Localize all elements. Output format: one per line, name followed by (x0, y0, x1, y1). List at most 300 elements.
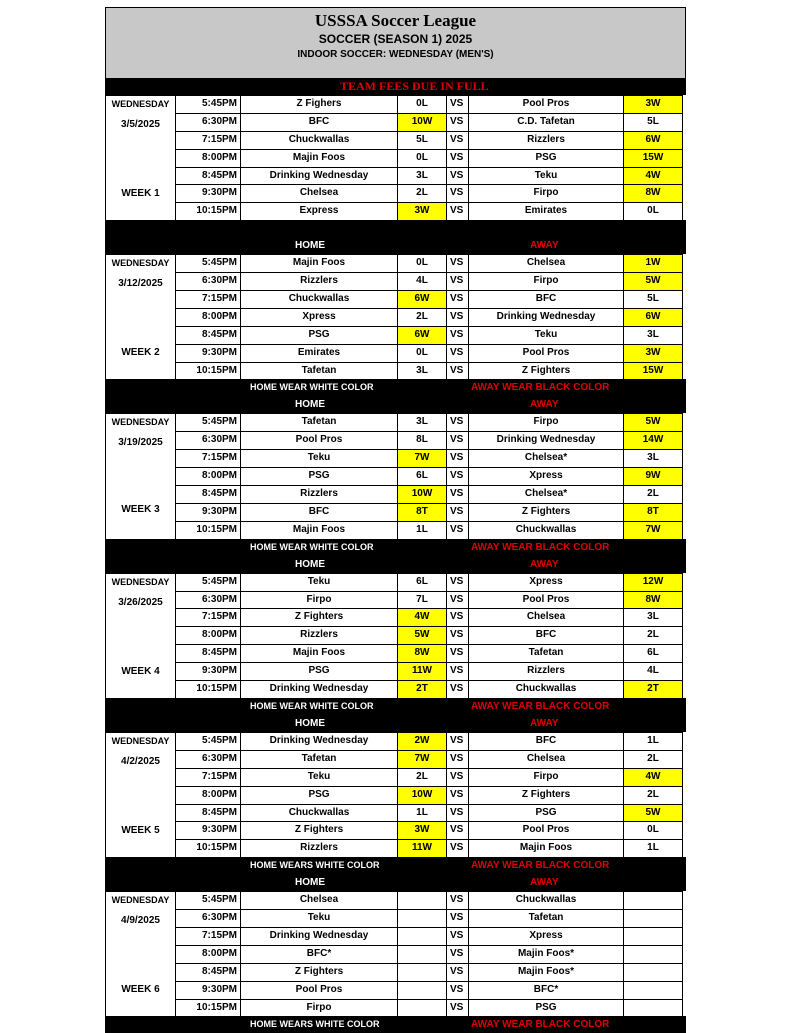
fees-notice-bar (105, 78, 686, 95)
home-score: 3L (397, 362, 447, 381)
game-time: 7:15PM (175, 927, 241, 946)
home-team: PSG (240, 662, 398, 681)
away-team: PSG (468, 804, 624, 823)
away-score: 2L (623, 626, 683, 645)
game-time: 10:15PM (175, 362, 241, 381)
away-team: Z Fighters (468, 503, 624, 522)
away-team: BFC (468, 290, 624, 309)
away-team: Xpress (468, 927, 624, 946)
home-team: Drinking Wednesday (240, 680, 398, 699)
vs-label: VS (446, 344, 469, 363)
game-time: 10:15PM (175, 680, 241, 699)
game-time: 7:15PM (175, 608, 241, 627)
vs-label: VS (446, 308, 469, 327)
away-team: Chelsea (468, 750, 624, 769)
away-score: 12W (623, 573, 683, 592)
week-block (105, 254, 686, 413)
away-score (623, 927, 683, 946)
vs-label: VS (446, 167, 469, 186)
game-time: 8:45PM (175, 485, 241, 504)
home-team: Emirates (240, 344, 398, 363)
side-label-home: HOME (295, 399, 325, 411)
home-score: 2L (397, 308, 447, 327)
home-team: PSG (240, 326, 398, 345)
home-team: BFC* (240, 945, 398, 964)
side-label-home: HOME (295, 558, 325, 570)
away-score: 5L (623, 113, 683, 132)
week-block (105, 732, 686, 891)
away-score: 2L (623, 485, 683, 504)
vs-label: VS (446, 573, 469, 592)
vs-label: VS (446, 485, 469, 504)
home-team: Rizzlers (240, 485, 398, 504)
game-time: 9:30PM (175, 662, 241, 681)
schedule-sheet (105, 7, 686, 1033)
day-label: WEDNESDAY (111, 417, 170, 428)
home-team: Teku (240, 449, 398, 468)
away-team: Xpress (468, 573, 624, 592)
vs-label: VS (446, 999, 469, 1018)
home-team: Majin Foos (240, 149, 398, 168)
home-score (397, 981, 447, 1000)
home-score (397, 999, 447, 1018)
vs-label: VS (446, 768, 469, 787)
home-score: 8L (397, 431, 447, 450)
away-team: BFC (468, 626, 624, 645)
side-label-away: AWAY (530, 717, 559, 729)
home-away-bar (105, 874, 686, 891)
game-time: 6:30PM (175, 272, 241, 291)
away-score: 1L (623, 839, 683, 858)
away-score: 3W (623, 344, 683, 363)
game-time: 8:45PM (175, 963, 241, 982)
home-team: Express (240, 202, 398, 221)
vs-label: VS (446, 95, 469, 114)
vs-label: VS (446, 413, 469, 432)
vs-label: VS (446, 786, 469, 805)
home-score (397, 945, 447, 964)
date-label: 3/19/2025 (118, 437, 163, 449)
vs-label: VS (446, 131, 469, 150)
color-notice-away: AWAY WEAR BLACK COLOR (471, 382, 610, 394)
home-score: 2T (397, 680, 447, 699)
week-label: WEEK 2 (121, 347, 160, 359)
home-team: Teku (240, 909, 398, 928)
day-label: WEDNESDAY (111, 99, 170, 109)
away-team: Rizzlers (468, 131, 624, 150)
away-score: 0L (623, 821, 683, 840)
home-team: Chelsea (240, 891, 398, 910)
away-team: Firpo (468, 272, 624, 291)
away-score (623, 963, 683, 982)
away-score: 7W (623, 521, 683, 540)
away-team: Rizzlers (468, 662, 624, 681)
vs-label: VS (446, 449, 469, 468)
game-time: 6:30PM (175, 750, 241, 769)
game-time: 6:30PM (175, 431, 241, 450)
away-team: Pool Pros (468, 95, 624, 114)
away-score (623, 999, 683, 1018)
vs-label: VS (446, 184, 469, 203)
home-score: 0L (397, 344, 447, 363)
color-notice-bar (105, 857, 686, 874)
game-time: 5:45PM (175, 254, 241, 273)
away-score: 3W (623, 95, 683, 114)
home-team: PSG (240, 467, 398, 486)
day-label: WEDNESDAY (111, 895, 170, 906)
home-score (397, 909, 447, 928)
color-notice-bar (105, 698, 686, 715)
vs-label: VS (446, 804, 469, 823)
game-time: 5:45PM (175, 573, 241, 592)
day-cell (105, 95, 176, 221)
home-score: 11W (397, 839, 447, 858)
away-team: Firpo (468, 768, 624, 787)
away-score: 15W (623, 149, 683, 168)
home-score: 6W (397, 290, 447, 309)
home-score: 3L (397, 167, 447, 186)
home-score: 1L (397, 521, 447, 540)
game-time: 8:45PM (175, 804, 241, 823)
away-score: 2L (623, 786, 683, 805)
away-team: Chelsea* (468, 485, 624, 504)
home-score: 2L (397, 184, 447, 203)
home-score (397, 963, 447, 982)
home-team: Z Fighters (240, 963, 398, 982)
away-team: C.D. Tafetan (468, 113, 624, 132)
week-block (105, 413, 686, 572)
home-score: 4L (397, 272, 447, 291)
day-cell (105, 413, 176, 539)
away-score (623, 945, 683, 964)
away-team: Chelsea* (468, 449, 624, 468)
home-team: Firpo (240, 999, 398, 1018)
away-team: Pool Pros (468, 821, 624, 840)
vs-label: VS (446, 467, 469, 486)
away-team: Drinking Wednesday (468, 308, 624, 327)
home-away-bar (105, 396, 686, 413)
home-score: 8W (397, 644, 447, 663)
away-team: Chelsea (468, 254, 624, 273)
home-score: 0L (397, 254, 447, 273)
away-team: Chuckwallas (468, 680, 624, 699)
away-score: 8T (623, 503, 683, 522)
away-team: Tafetan (468, 909, 624, 928)
vs-label: VS (446, 839, 469, 858)
color-notice-home: HOME WEAR WHITE COLOR (250, 700, 374, 711)
away-team: Majin Foos* (468, 945, 624, 964)
away-team: Emirates (468, 202, 624, 221)
day-cell (105, 573, 176, 699)
color-notice-home: HOME WEAR WHITE COLOR (250, 382, 374, 393)
home-away-bar (105, 237, 686, 254)
away-team: BFC* (468, 981, 624, 1000)
games-table (105, 732, 686, 857)
home-score: 7W (397, 750, 447, 769)
home-team: Teku (240, 768, 398, 787)
away-score: 2L (623, 750, 683, 769)
fees-notice: TEAM FEES DUE IN FULL (340, 79, 489, 93)
home-score (397, 891, 447, 910)
away-score: 2T (623, 680, 683, 699)
home-away-bar (105, 715, 686, 732)
away-team: Pool Pros (468, 344, 624, 363)
date-label: 4/2/2025 (121, 755, 160, 767)
day-cell (105, 732, 176, 858)
home-team: Chelsea (240, 184, 398, 203)
away-team: Chuckwallas (468, 891, 624, 910)
side-label-home: HOME (295, 717, 325, 729)
game-time: 5:45PM (175, 732, 241, 751)
away-team: PSG (468, 999, 624, 1018)
home-score: 3L (397, 413, 447, 432)
away-team: BFC (468, 732, 624, 751)
away-score: 1W (623, 254, 683, 273)
away-team: Chelsea (468, 608, 624, 627)
away-team: PSG (468, 149, 624, 168)
vs-label: VS (446, 503, 469, 522)
color-notice-home: HOME WEARS WHITE COLOR (250, 1019, 380, 1030)
away-score: 6W (623, 308, 683, 327)
home-score: 5L (397, 131, 447, 150)
home-score: 10W (397, 786, 447, 805)
side-label-away: AWAY (530, 240, 559, 252)
vs-label: VS (446, 149, 469, 168)
side-label-home: HOME (295, 240, 325, 252)
away-score: 1L (623, 732, 683, 751)
game-time: 7:15PM (175, 290, 241, 309)
away-score (623, 891, 683, 910)
side-label-away: AWAY (530, 558, 559, 570)
away-score: 14W (623, 431, 683, 450)
home-score: 0L (397, 149, 447, 168)
away-score: 5W (623, 804, 683, 823)
vs-label: VS (446, 750, 469, 769)
season-title: SOCCER (SEASON 1) 2025 (318, 32, 473, 46)
date-label: 3/12/2025 (118, 278, 163, 290)
home-team: Teku (240, 573, 398, 592)
home-team: Chuckwallas (240, 131, 398, 150)
home-team: Z Fighters (240, 821, 398, 840)
away-team: Pool Pros (468, 591, 624, 610)
vs-label: VS (446, 927, 469, 946)
home-team: Drinking Wednesday (240, 167, 398, 186)
week-label: WEEK 1 (121, 188, 160, 199)
away-team: Chuckwallas (468, 521, 624, 540)
home-team: Chuckwallas (240, 290, 398, 309)
vs-label: VS (446, 272, 469, 291)
home-score: 6W (397, 326, 447, 345)
away-score (623, 909, 683, 928)
game-time: 9:30PM (175, 981, 241, 1000)
home-team: PSG (240, 786, 398, 805)
away-team: Majin Foos* (468, 963, 624, 982)
color-notice-home: HOME WEARS WHITE COLOR (250, 860, 380, 871)
day-label: WEDNESDAY (111, 735, 170, 746)
game-time: 8:45PM (175, 167, 241, 186)
color-notice-away: AWAY WEAR BLACK COLOR (471, 541, 610, 553)
away-score (623, 981, 683, 1000)
away-score: 4L (623, 662, 683, 681)
date-label: 3/26/2025 (118, 596, 163, 608)
away-score: 9W (623, 467, 683, 486)
home-score: 2L (397, 768, 447, 787)
away-score: 5L (623, 290, 683, 309)
vs-label: VS (446, 821, 469, 840)
side-label-away: AWAY (530, 877, 559, 889)
home-score: 2W (397, 732, 447, 751)
away-team: Majin Foos (468, 839, 624, 858)
games-table (105, 413, 686, 538)
vs-label: VS (446, 891, 469, 910)
vs-label: VS (446, 362, 469, 381)
away-score: 3L (623, 608, 683, 627)
home-team: Drinking Wednesday (240, 927, 398, 946)
home-team: Pool Pros (240, 431, 398, 450)
weeks-container (105, 95, 686, 1033)
home-team: Majin Foos (240, 521, 398, 540)
league-title: USSSA Soccer League (314, 11, 477, 30)
away-score: 15W (623, 362, 683, 381)
day-cell (105, 891, 176, 1017)
home-team: Rizzlers (240, 272, 398, 291)
game-time: 8:00PM (175, 467, 241, 486)
color-notice-away: AWAY WEAR BLACK COLOR (471, 1019, 610, 1031)
away-team: Xpress (468, 467, 624, 486)
game-time: 8:00PM (175, 626, 241, 645)
game-time: 7:15PM (175, 131, 241, 150)
vs-label: VS (446, 909, 469, 928)
division-title: INDOOR SOCCER: WEDNESDAY (MEN'S) (297, 49, 494, 60)
week-block (105, 891, 686, 1033)
day-label: WEDNESDAY (111, 576, 170, 587)
vs-label: VS (446, 591, 469, 610)
home-score: 3W (397, 821, 447, 840)
game-time: 6:30PM (175, 591, 241, 610)
vs-label: VS (446, 626, 469, 645)
vs-label: VS (446, 521, 469, 540)
home-score: 6L (397, 573, 447, 592)
week-label: WEEK 4 (121, 665, 160, 677)
side-label-home: HOME (295, 877, 325, 889)
home-team: Tafetan (240, 362, 398, 381)
vs-label: VS (446, 608, 469, 627)
away-score: 4W (623, 167, 683, 186)
home-score: 7W (397, 449, 447, 468)
home-team: Pool Pros (240, 981, 398, 1000)
game-time: 10:15PM (175, 202, 241, 221)
game-time: 5:45PM (175, 413, 241, 432)
home-score (397, 927, 447, 946)
home-team: Z Fighters (240, 608, 398, 627)
vs-label: VS (446, 732, 469, 751)
away-score: 5W (623, 413, 683, 432)
home-score: 6L (397, 467, 447, 486)
home-team: Chuckwallas (240, 804, 398, 823)
game-time: 9:30PM (175, 503, 241, 522)
vs-label: VS (446, 680, 469, 699)
game-time: 6:30PM (175, 113, 241, 132)
home-team: Rizzlers (240, 839, 398, 858)
home-team: Rizzlers (240, 626, 398, 645)
away-score: 0L (623, 202, 683, 221)
date-label: 3/5/2025 (121, 119, 160, 130)
vs-label: VS (446, 202, 469, 221)
away-team: Z Fighters (468, 362, 624, 381)
date-label: 4/9/2025 (121, 915, 160, 927)
games-table (105, 95, 686, 220)
games-table (105, 573, 686, 698)
home-team: Majin Foos (240, 254, 398, 273)
week-label: WEEK 5 (121, 824, 160, 836)
week-block (105, 95, 686, 254)
away-score: 8W (623, 591, 683, 610)
league-header (105, 7, 686, 78)
vs-label: VS (446, 290, 469, 309)
away-score: 3L (623, 326, 683, 345)
away-team: Tafetan (468, 644, 624, 663)
home-score: 11W (397, 662, 447, 681)
game-time: 8:00PM (175, 149, 241, 168)
vs-label: VS (446, 945, 469, 964)
home-score: 7L (397, 591, 447, 610)
game-time: 7:15PM (175, 449, 241, 468)
home-team: Z Fighers (240, 95, 398, 114)
away-team: Z Fighters (468, 786, 624, 805)
color-notice-bar (105, 220, 686, 237)
color-notice-bar (105, 539, 686, 556)
vs-label: VS (446, 981, 469, 1000)
away-team: Firpo (468, 413, 624, 432)
game-time: 10:15PM (175, 521, 241, 540)
away-score: 6L (623, 644, 683, 663)
home-team: Drinking Wednesday (240, 732, 398, 751)
game-time: 8:00PM (175, 945, 241, 964)
home-team: Firpo (240, 591, 398, 610)
home-score: 8T (397, 503, 447, 522)
week-label: WEEK 6 (121, 984, 160, 996)
vs-label: VS (446, 326, 469, 345)
away-score: 3L (623, 449, 683, 468)
game-time: 9:30PM (175, 344, 241, 363)
away-score: 5W (623, 272, 683, 291)
home-team: Majin Foos (240, 644, 398, 663)
home-team: BFC (240, 113, 398, 132)
away-score: 8W (623, 184, 683, 203)
color-notice-bar (105, 379, 686, 396)
home-team: Xpress (240, 308, 398, 327)
game-time: 5:45PM (175, 95, 241, 114)
home-team: Tafetan (240, 750, 398, 769)
color-notice-away: AWAY WEAR BLACK COLOR (471, 860, 610, 872)
games-table (105, 891, 686, 1016)
day-cell (105, 254, 176, 380)
side-label-away: AWAY (530, 399, 559, 411)
home-team: BFC (240, 503, 398, 522)
day-label: WEDNESDAY (111, 258, 170, 269)
home-score: 0L (397, 95, 447, 114)
game-time: 9:30PM (175, 821, 241, 840)
vs-label: VS (446, 644, 469, 663)
home-score: 10W (397, 113, 447, 132)
home-score: 4W (397, 608, 447, 627)
game-time: 5:45PM (175, 891, 241, 910)
game-time: 10:15PM (175, 999, 241, 1018)
away-score: 6W (623, 131, 683, 150)
game-time: 7:15PM (175, 768, 241, 787)
home-score: 1L (397, 804, 447, 823)
games-table (105, 254, 686, 379)
